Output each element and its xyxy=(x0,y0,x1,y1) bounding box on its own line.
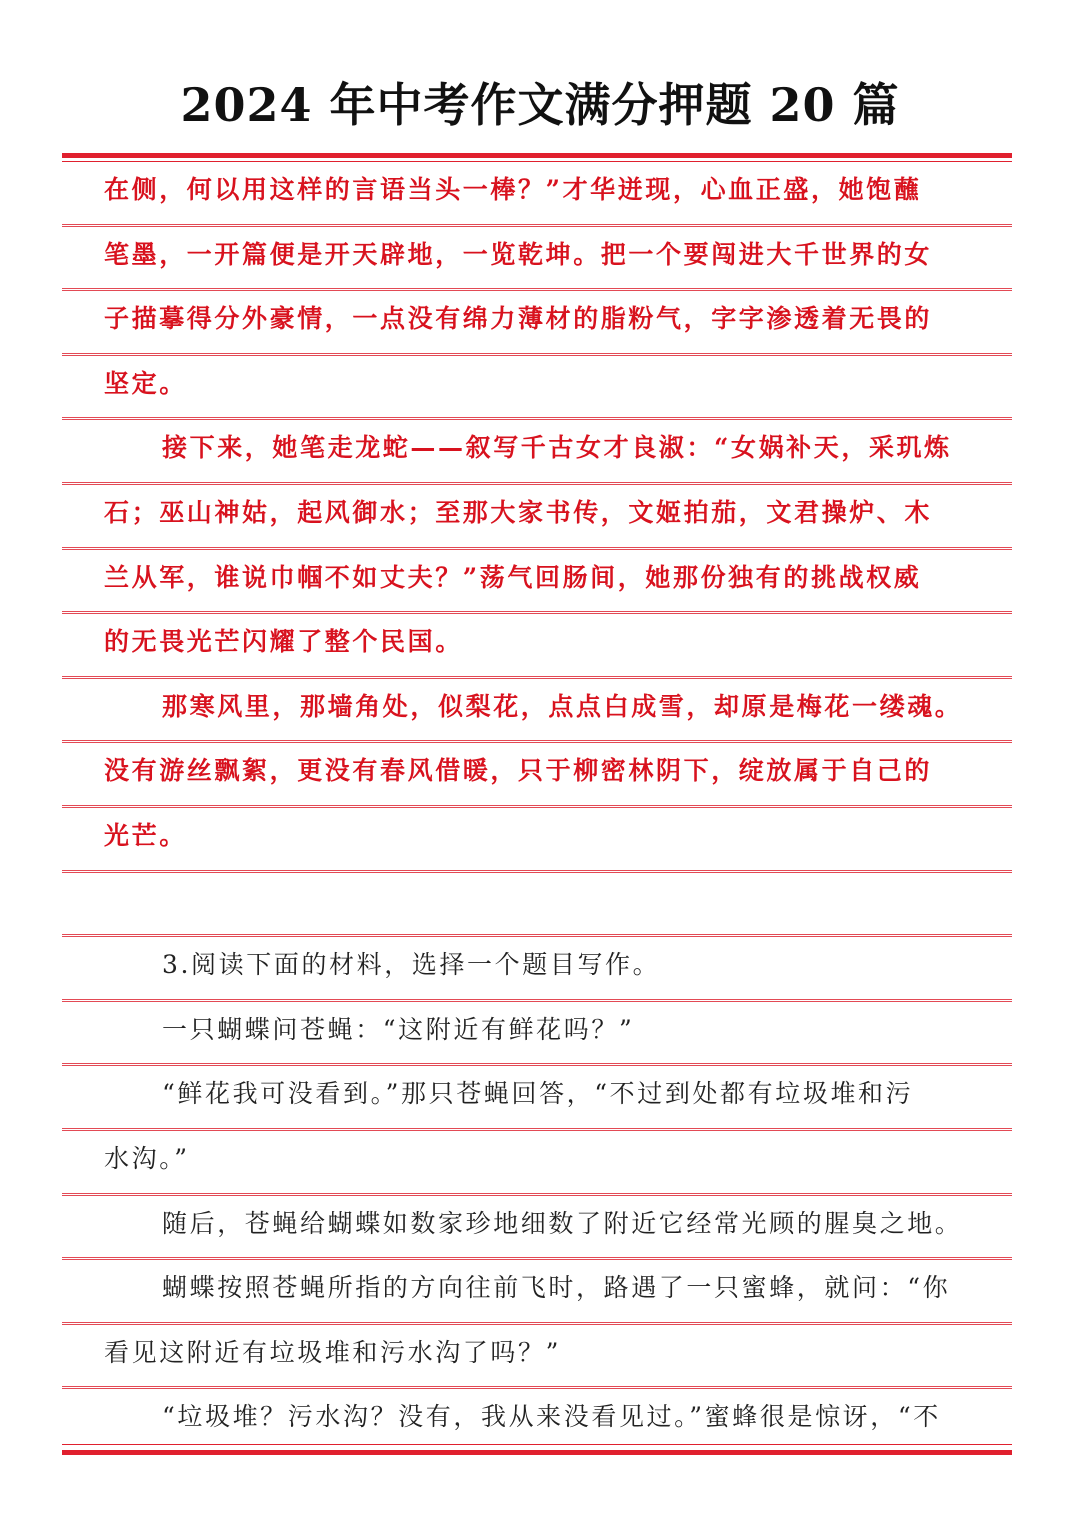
text-line-content: 兰从军，谁说巾帼不如丈夫？”荡气回肠间，她那份独有的挑战权威 xyxy=(104,562,922,592)
text-line-content: 接下来，她笔走龙蛇——叙写千古女才良淑：“女娲补天，采玑炼 xyxy=(162,433,952,463)
text-line xyxy=(62,1325,1012,1390)
header-rule-thick xyxy=(62,153,1012,158)
text-line-content: “垃圾堆？污水沟？没有，我从来没看见过。”蜜蜂很是惊讶，“不 xyxy=(162,1402,941,1432)
text-line xyxy=(62,808,1012,873)
text-line xyxy=(62,550,1012,615)
text-line-content: 石；巫山神姑，起风御水；至那大家书传，文姬拍茄，文君操炉、木 xyxy=(104,498,933,527)
text-line-content: 子描摹得分外豪情，一点没有绵力薄材的脂粉气，字字渗透着无畏的 xyxy=(104,304,933,334)
text-line xyxy=(62,227,1012,292)
text-line-content: 光芒。 xyxy=(104,821,187,850)
text-line xyxy=(62,356,1012,421)
footer-rule-thick xyxy=(62,1450,1012,1455)
footer-rule-thin xyxy=(62,1444,1012,1445)
text-line xyxy=(62,679,1012,744)
text-line-content: 水沟。” xyxy=(104,1144,190,1173)
text-line xyxy=(62,420,1012,485)
text-line xyxy=(62,1066,1012,1131)
text-line-content: 坚定。 xyxy=(104,368,187,398)
text-line xyxy=(62,485,1012,550)
text-line-content: 的无畏光芒闪耀了整个民国。 xyxy=(104,627,463,657)
text-line-content: 蝴蝶按照苍蝇所指的方向往前飞时，路遇了一只蜜蜂，就问：“你 xyxy=(162,1273,951,1303)
text-line-content: 那寒风里，那墙角处，似梨花，点点白成雪，却原是梅花一缕魂。 xyxy=(162,691,963,721)
text-line-content: 3.阅读下面的材料，选择一个题目写作。 xyxy=(162,950,661,980)
text-line xyxy=(62,1196,1012,1261)
text-line-content: “鲜花我可没看到。”那只苍蝇回答，“不过到处都有垃圾堆和污 xyxy=(162,1079,914,1109)
text-line xyxy=(62,614,1012,679)
text-line-content: 笔墨，一开篇便是开天辟地，一览乾坤。把一个要闯进大千世界的女 xyxy=(104,239,933,269)
text-line-content: 在侧，何以用这样的言语当头一棒？”才华迸现，心血正盛，她饱蘸 xyxy=(104,175,922,204)
text-line xyxy=(62,291,1012,356)
page-title: 2024 年中考作文满分押题 20 篇 xyxy=(180,78,900,132)
text-line xyxy=(62,162,1012,227)
text-line-content: 随后，苍蝇给蝴蝶如数家珍地细数了附近它经常光顾的腥臭之地。 xyxy=(162,1208,963,1238)
text-line xyxy=(62,1131,1012,1196)
text-line xyxy=(62,743,1012,808)
text-line-content: 看见这附近有垃圾堆和污水沟了吗？” xyxy=(104,1337,561,1367)
text-line-content: 一只蝴蝶问苍蝇：“这附近有鲜花吗？” xyxy=(162,1014,635,1044)
text-line xyxy=(62,1260,1012,1325)
text-line xyxy=(62,873,1012,938)
text-line-content: 没有游丝飘絮，更没有春风借暖，只于柳密林阴下，绽放属于自己的 xyxy=(104,756,933,786)
text-line xyxy=(62,1002,1012,1067)
text-line xyxy=(62,937,1012,1002)
